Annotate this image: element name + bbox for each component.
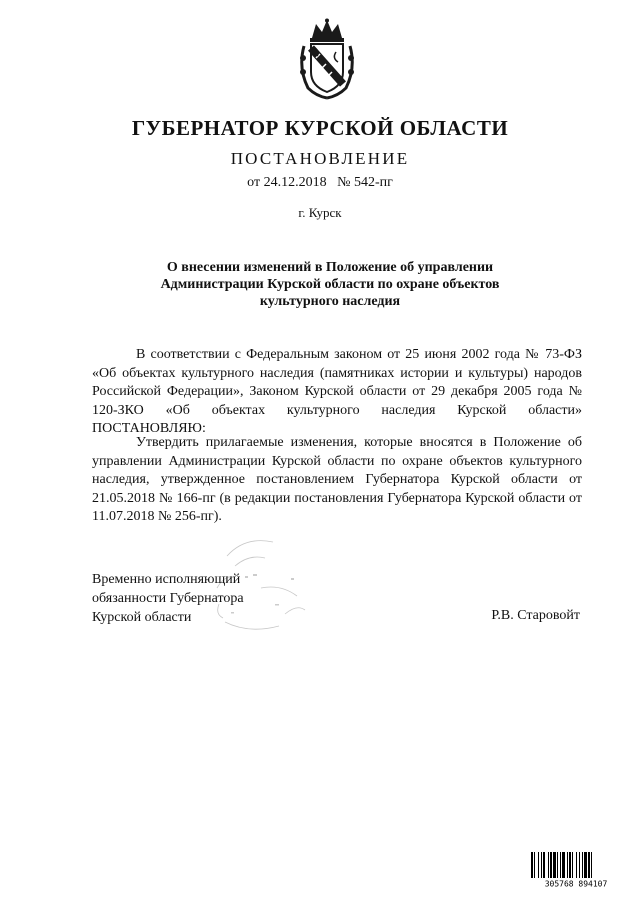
position-line: обязанности Губернатора: [92, 591, 244, 606]
signatory-position: [92, 570, 244, 627]
document-subject: [140, 259, 520, 310]
barcode-icon: [530, 852, 622, 888]
city-label: г. Курск: [298, 205, 342, 220]
subject-line: Администрации Курской области по охране объектов: [160, 277, 500, 292]
body-paragraph: Утвердить прилагаемые изменения, которые вносятся в Положение об управлении Администрации Курской области по охране объектов культурного наследия, утвержденное постановлением Губернатора Курской области от 21.05.2018 № 166-пг (в редакции постановления Губернатора Курской области от 11.07.2018 № 256-пг).: [92, 435, 582, 524]
position-line: Курской области: [92, 610, 192, 625]
body-paragraph: В соответствии с Федеральным законом от 25 июня 2002 года № 73-ФЗ «Об объектах культурного наследия (памятниках истории и культуры) народов Российской Федерации», Законом Курской области от 29 декабря 2005 года № 120-ЗКО «Об объектах культурного наследия Курской области» ПОСТАНОВЛЯЮ:: [92, 347, 582, 436]
signatory-name: Р.В. Старовойт: [491, 608, 580, 623]
barcode-number: 305768 894107: [544, 879, 608, 888]
kursk-coat-of-arms-icon: [298, 18, 356, 100]
position-line: Временно исполняющий: [92, 572, 241, 587]
date-and-number: от 24.12.2018 № 542-пг: [247, 175, 393, 190]
document-type: ПОСТАНОВЛЕНИЕ: [230, 149, 410, 168]
subject-line: О внесении изменений в Положение об управлении: [166, 260, 494, 275]
subject-line: культурного наследия: [259, 294, 401, 309]
authority-title: ГУБЕРНАТОР КУРСКОЙ ОБЛАСТИ: [131, 116, 509, 140]
